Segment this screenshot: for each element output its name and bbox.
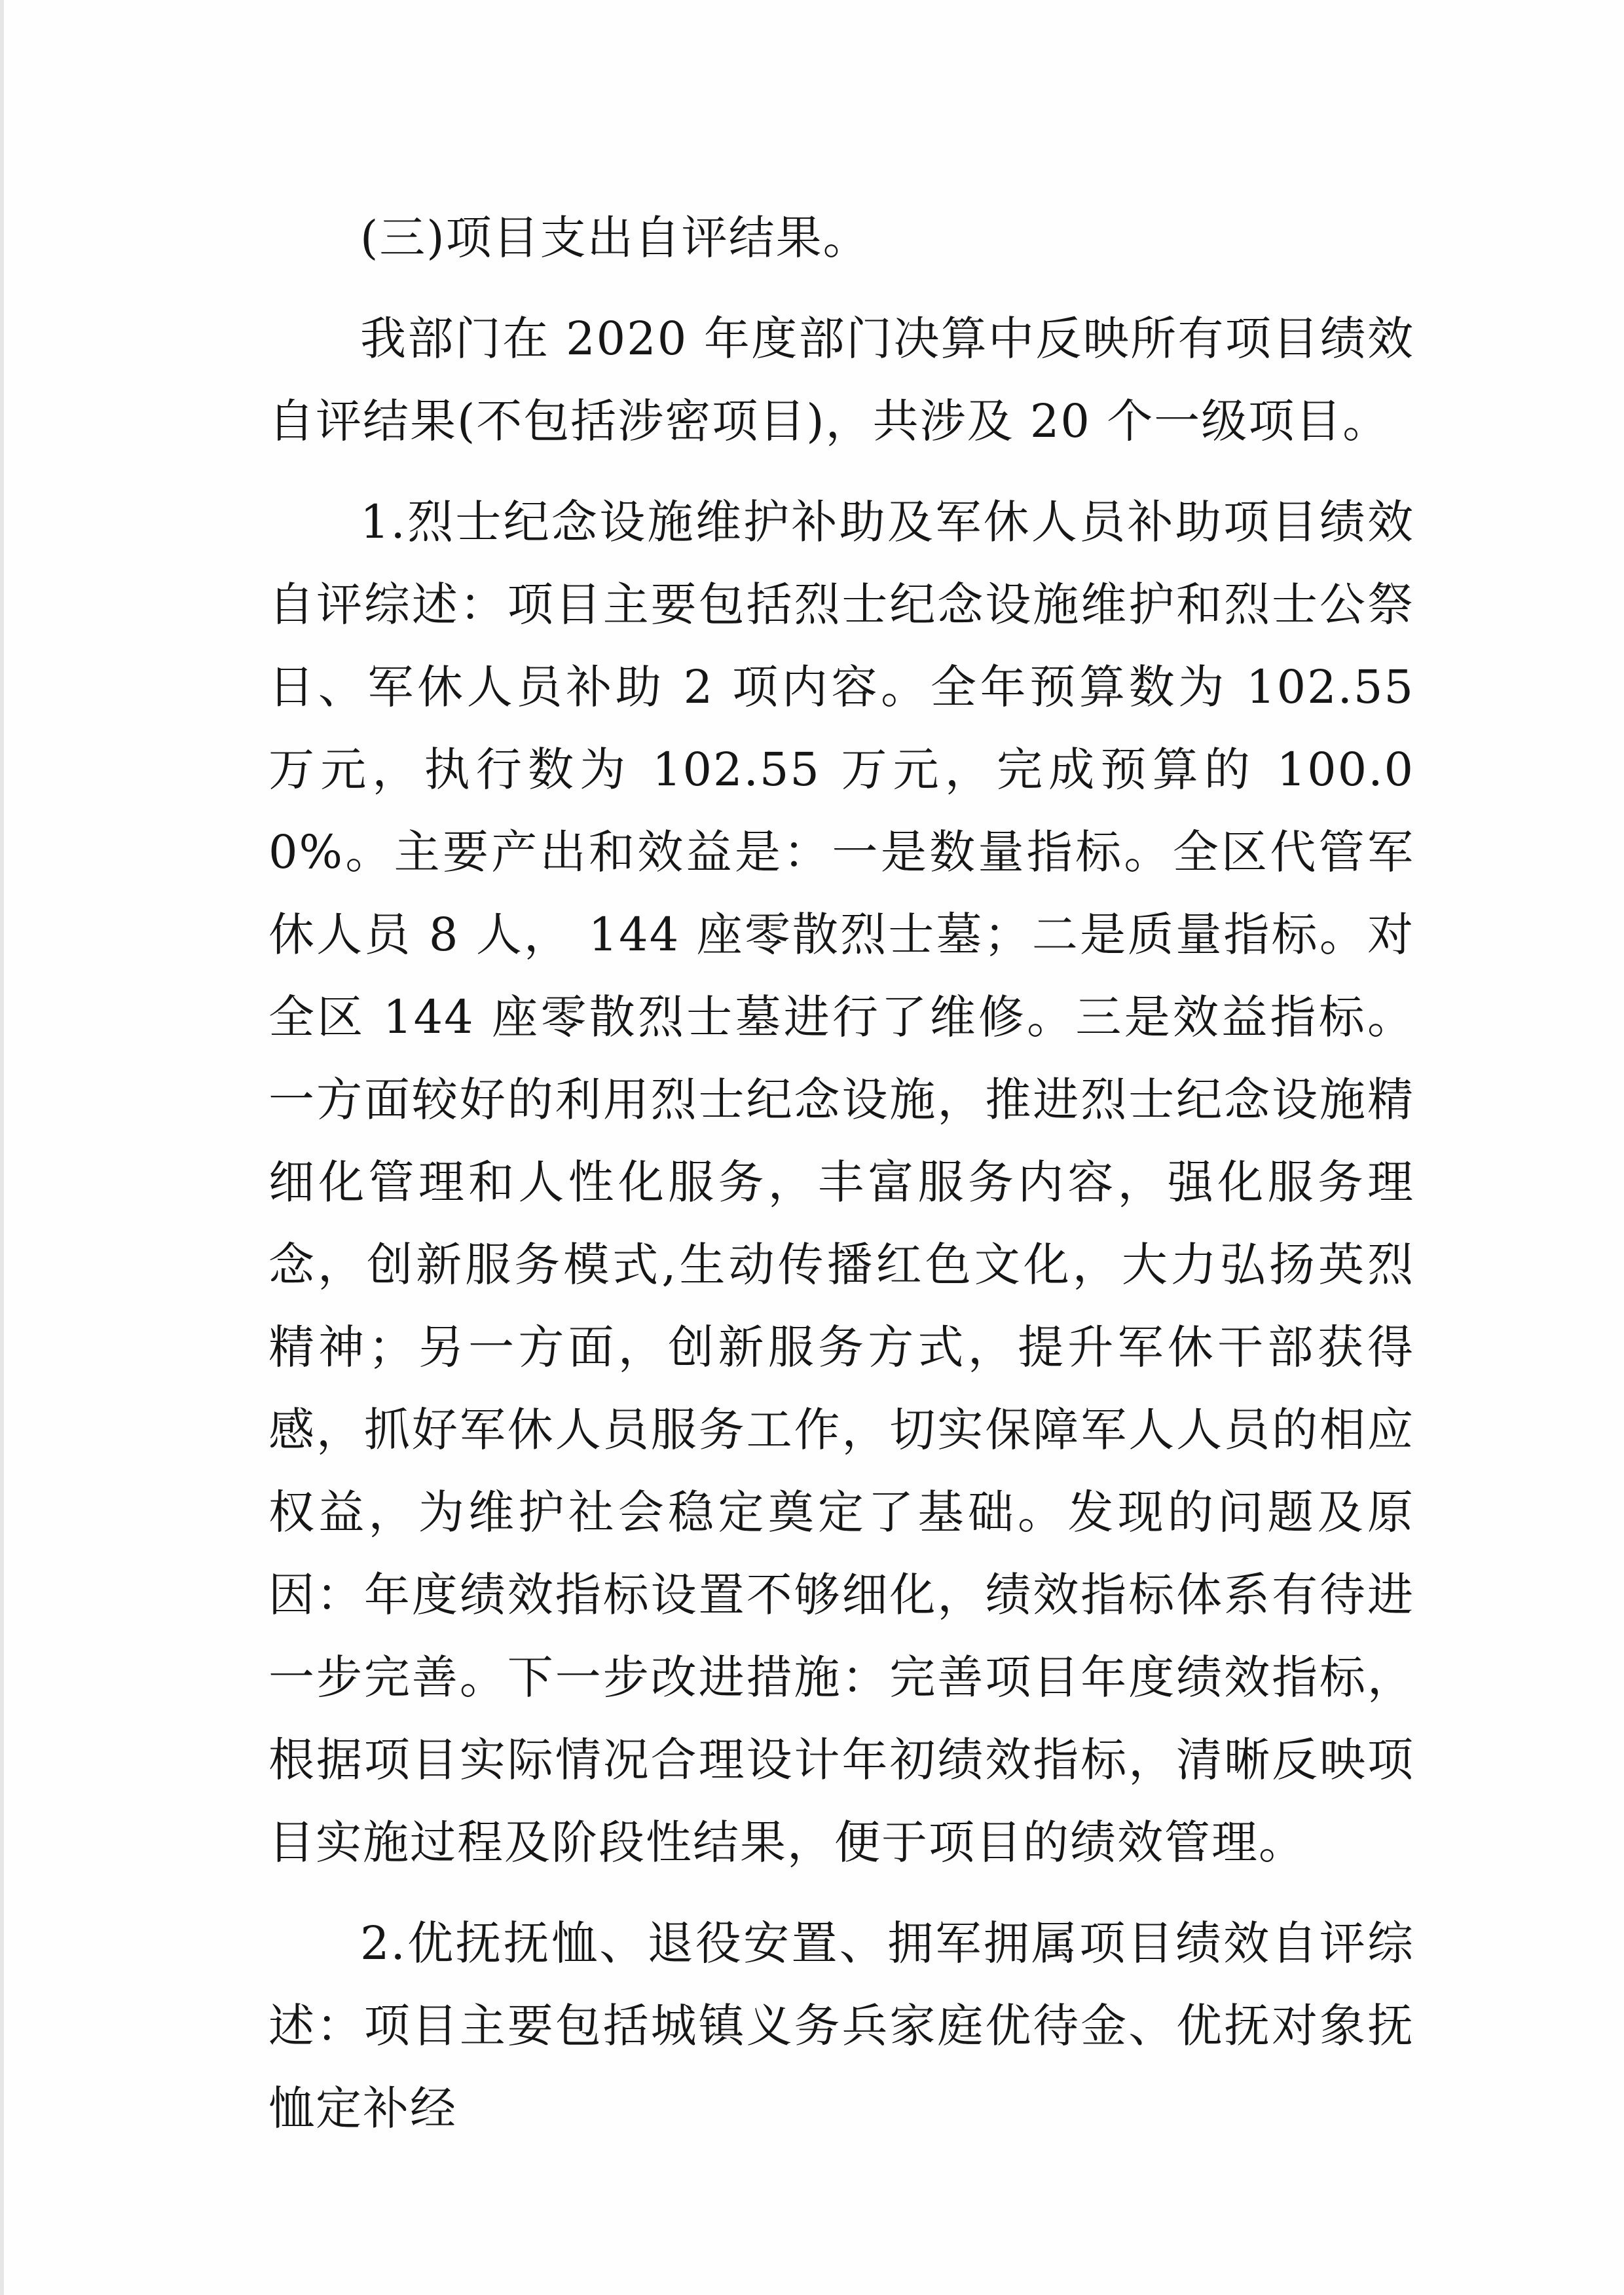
document-body	[268, 196, 1414, 2150]
section-heading: (三)项目支出自评结果。	[360, 211, 870, 265]
project-1-paragraph: 1.烈士纪念设施维护补助及军休人员补助项目绩效自评综述：项目主要包括烈士纪念设施维护和烈士公祭日、军休人员补助 2 项内容。全年预算数为 102.55 万元，执行数为 102.55 万元，完成预算的 100.00%。主要产出和效益是：一是数量指标。全区代管军休人员 8 人， 144 座零散烈士墓；二是质量指标。对全区 144 座零散烈士墓进行了维修。三是效益指标。一方面较好的利用烈士纪念设施，推进烈士纪念设施精细化管理和人性化服务，丰富服务内容，强化服务理念，创新服务模式,生动传播红色文化，大力弘扬英烈精神；另一方面，创新服务方式，提升军休干部获得感，抓好军休人员服务工作，切实保障军人人员的相应权益，为维护社会稳定奠定了基础。发现的问题及原因：年度绩效指标设置不够细化，绩效指标体系有待进一步完善。下一步改进措施：完善项目年度绩效指标，根据项目实际情况合理设计年初绩效指标，清晰反映项目实施过程及阶段性结果，便于项目的绩效管理。	[268, 495, 1414, 1869]
scan-edge-shadow	[0, 0, 4, 2295]
intro-paragraph: 我部门在 2020 年度部门决算中反映所有项目绩效自评结果(不包括涉密项目)，共涉及 20 个一级项目。	[268, 312, 1414, 448]
project-2-paragraph: 2.优抚抚恤、退役安置、拥军拥属项目绩效自评综述：项目主要包括城镇义务兵家庭优待金、优抚对象抚恤定补经	[268, 1916, 1414, 2135]
